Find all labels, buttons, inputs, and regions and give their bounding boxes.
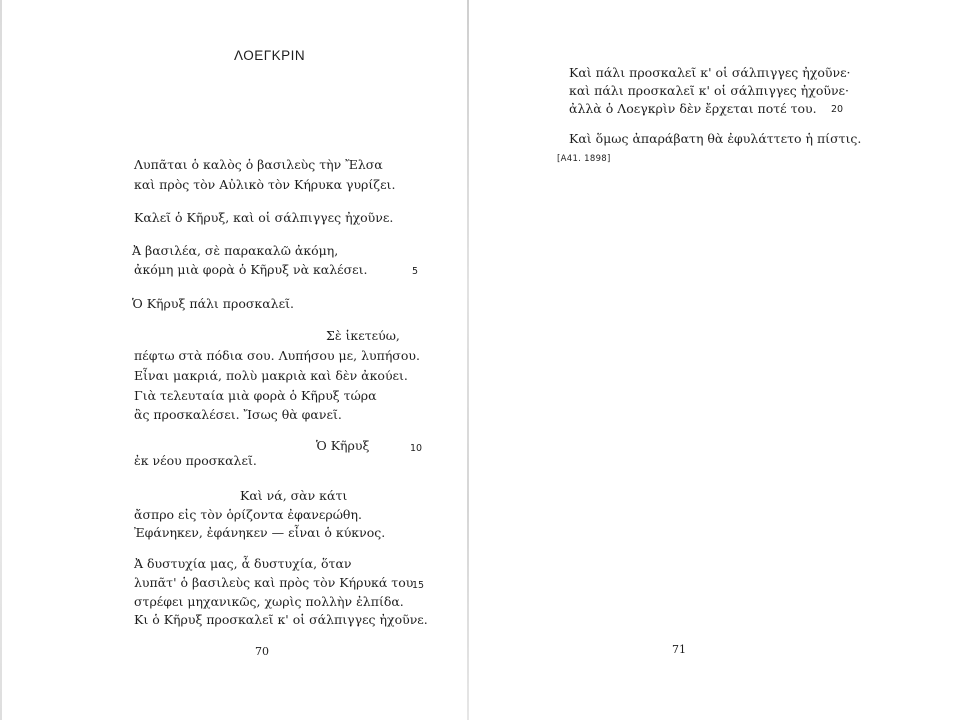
verse-line: Ὁ Κῆρυξ [316, 438, 370, 453]
page-number: 70 [255, 645, 269, 658]
verse-line: στρέφει μηχανικῶς, χωρὶς πολλὴν ἐλπίδα. [134, 594, 404, 609]
verse-line: Ἐφάνηκεν, ἐφάνηκεν — εἶναι ὁ κύκνος. [134, 525, 386, 540]
verse-line: Λυπᾶται ὁ καλὸς ὁ βασιλεὺς τὴν Ἔλσα [134, 157, 383, 172]
verse-line: ἀκόμη μιὰ φορὰ ὁ Κῆρυξ νὰ καλέσει. [134, 262, 368, 277]
verse-line: Ὁ Κῆρυξ πάλι προσκαλεῖ. [132, 296, 294, 311]
book-gutter [467, 0, 469, 720]
verse-line: Κι ὁ Κῆρυξ προσκαλεῖ κ' οἱ σάλπιγγες ἠχοῦνε. [134, 612, 428, 627]
verse-line: καὶ πάλι προσκαλεῖ κ' οἱ σάλπιγγες ἠχοῦνε· [569, 83, 849, 98]
left-page [0, 0, 466, 720]
verse-line: λυπᾶτ' ὁ βασιλεὺς καὶ πρὸς τὸν Κήρυκά του [134, 575, 414, 590]
date-note: [Α41. 1898] [557, 154, 611, 164]
verse-line: Σὲ ἱκετεύω, [326, 328, 400, 343]
verse-line: ἐκ νέου προσκαλεῖ. [134, 453, 257, 468]
verse-line: ἂς προσκαλέσει. Ἴσως θὰ φανεῖ. [134, 407, 342, 422]
verse-line: Εἶναι μακριά, πολὺ μακριὰ καὶ δὲν ἀκούει. [134, 368, 408, 383]
line-number: 5 [412, 266, 419, 277]
verse-line: Γιὰ τελευταία μιὰ φορὰ ὁ Κῆρυξ τώρα [134, 388, 377, 403]
verse-line: ἀλλὰ ὁ Λοεγκρὶν δὲν ἔρχεται ποτέ του. [569, 101, 817, 116]
poem-title: ΛΟΕΓΚΡΙΝ [234, 48, 306, 63]
verse-line: Καὶ πάλι προσκαλεῖ κ' οἱ σάλπιγγες ἠχοῦνε· [569, 65, 851, 80]
page-number: 71 [672, 643, 686, 656]
line-number: 10 [410, 443, 423, 454]
line-number: 15 [412, 580, 425, 591]
verse-line: πέφτω στὰ πόδια σου. Λυπήσου με, λυπήσου. [134, 348, 420, 363]
line-number: 20 [831, 104, 844, 115]
verse-line: Καλεῖ ὁ Κῆρυξ, καὶ οἱ σάλπιγγες ἠχοῦνε. [134, 210, 394, 225]
right-page [470, 0, 960, 720]
verse-line: Ἀ δυστυχία μας, ἆ δυστυχία, ὅταν [134, 556, 352, 571]
verse-line: Καὶ νά, σὰν κάτι [240, 488, 348, 503]
verse-line: Καὶ ὅμως ἀπαράβατη θὰ ἐφυλάττετο ἡ πίστις. [569, 131, 862, 146]
verse-line: ἄσπρο εἰς τὸν ὁρίζοντα ἐφανερώθη. [134, 507, 362, 522]
verse-line: Ἀ βασιλέα, σὲ παρακαλῶ ἀκόμη, [132, 243, 339, 258]
verse-line: καὶ πρὸς τὸν Αὐλικὸ τὸν Κήρυκα γυρίζει. [134, 177, 396, 192]
